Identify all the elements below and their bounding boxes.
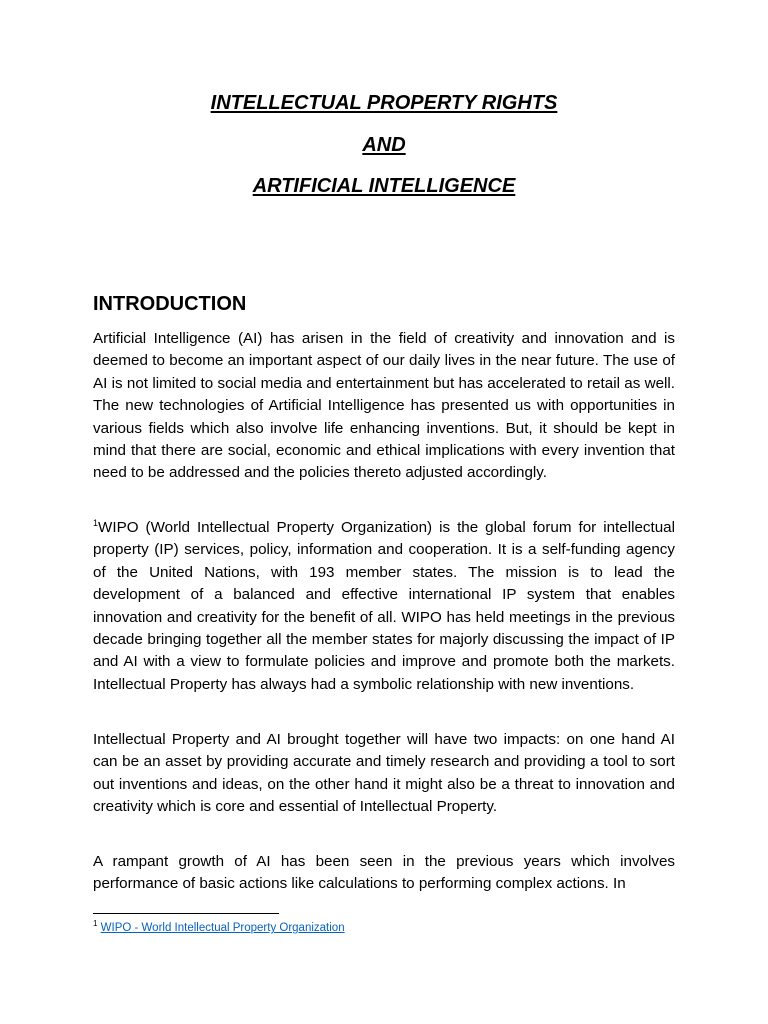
section-heading-introduction: INTRODUCTION [93,293,247,315]
paragraph-4: A rampant growth of AI has been seen in the previous years which involves performance of basic actions like calculations to performing complex actions. In [93,853,675,893]
footnote-separator [93,913,279,914]
footnote-reference[interactable]: 1 [93,517,99,528]
paragraph-1: Artificial Intelligence (AI) has arisen in the field of creativity and innovation and is deemed to become an important aspect of our daily lives in the near future. The use of AI is not limited to social media and entertainment but has accelerated to retail as well. The new technologies of Artificial Intelligence has presented us with opportunities in various fields which also involve life enhancing inventions. But, it should be kept in mind that there are social, economic and ethical implications with every invention that need to be addressed and the policies thereto adjusted accordingly. [93,330,675,482]
title-line-1: INTELLECTUAL PROPERTY RIGHTS [210,92,558,114]
footnote-link[interactable]: WIPO - World Intellectual Property Organization [100,922,345,934]
title-line-3: ARTIFICIAL INTELLIGENCE [252,175,516,197]
title-line-2: AND [362,134,406,156]
footnote [93,921,345,935]
paragraph-2-text: WIPO (World Intellectual Property Organization) is the global forum for intellectual property (IP) services, policy, information and cooperation. It is a self-funding agency of the United Nations, with 193 member states. The mission is to lead the development of a balanced and effective international IP system that enables innovation and creativity for the benefit of all. WIPO has held meetings in the previous decade bringing together all the member states for majorly discussing the impact of IP and AI with a view to formulate policies and improve and promote both the markets. Intellectual Property has always had a symbolic relationship with new inventions. [93,519,675,693]
paragraph-2 [93,517,675,696]
footnote-number: 1 [93,919,98,929]
paragraph-3: Intellectual Property and AI brought together will have two impacts: on one hand AI can be an asset by providing accurate and timely research and providing a tool to sort out inventions and ideas, on the other hand it might also be a threat to innovation and creativity which is core and essential of Intellectual Property. [93,731,675,816]
